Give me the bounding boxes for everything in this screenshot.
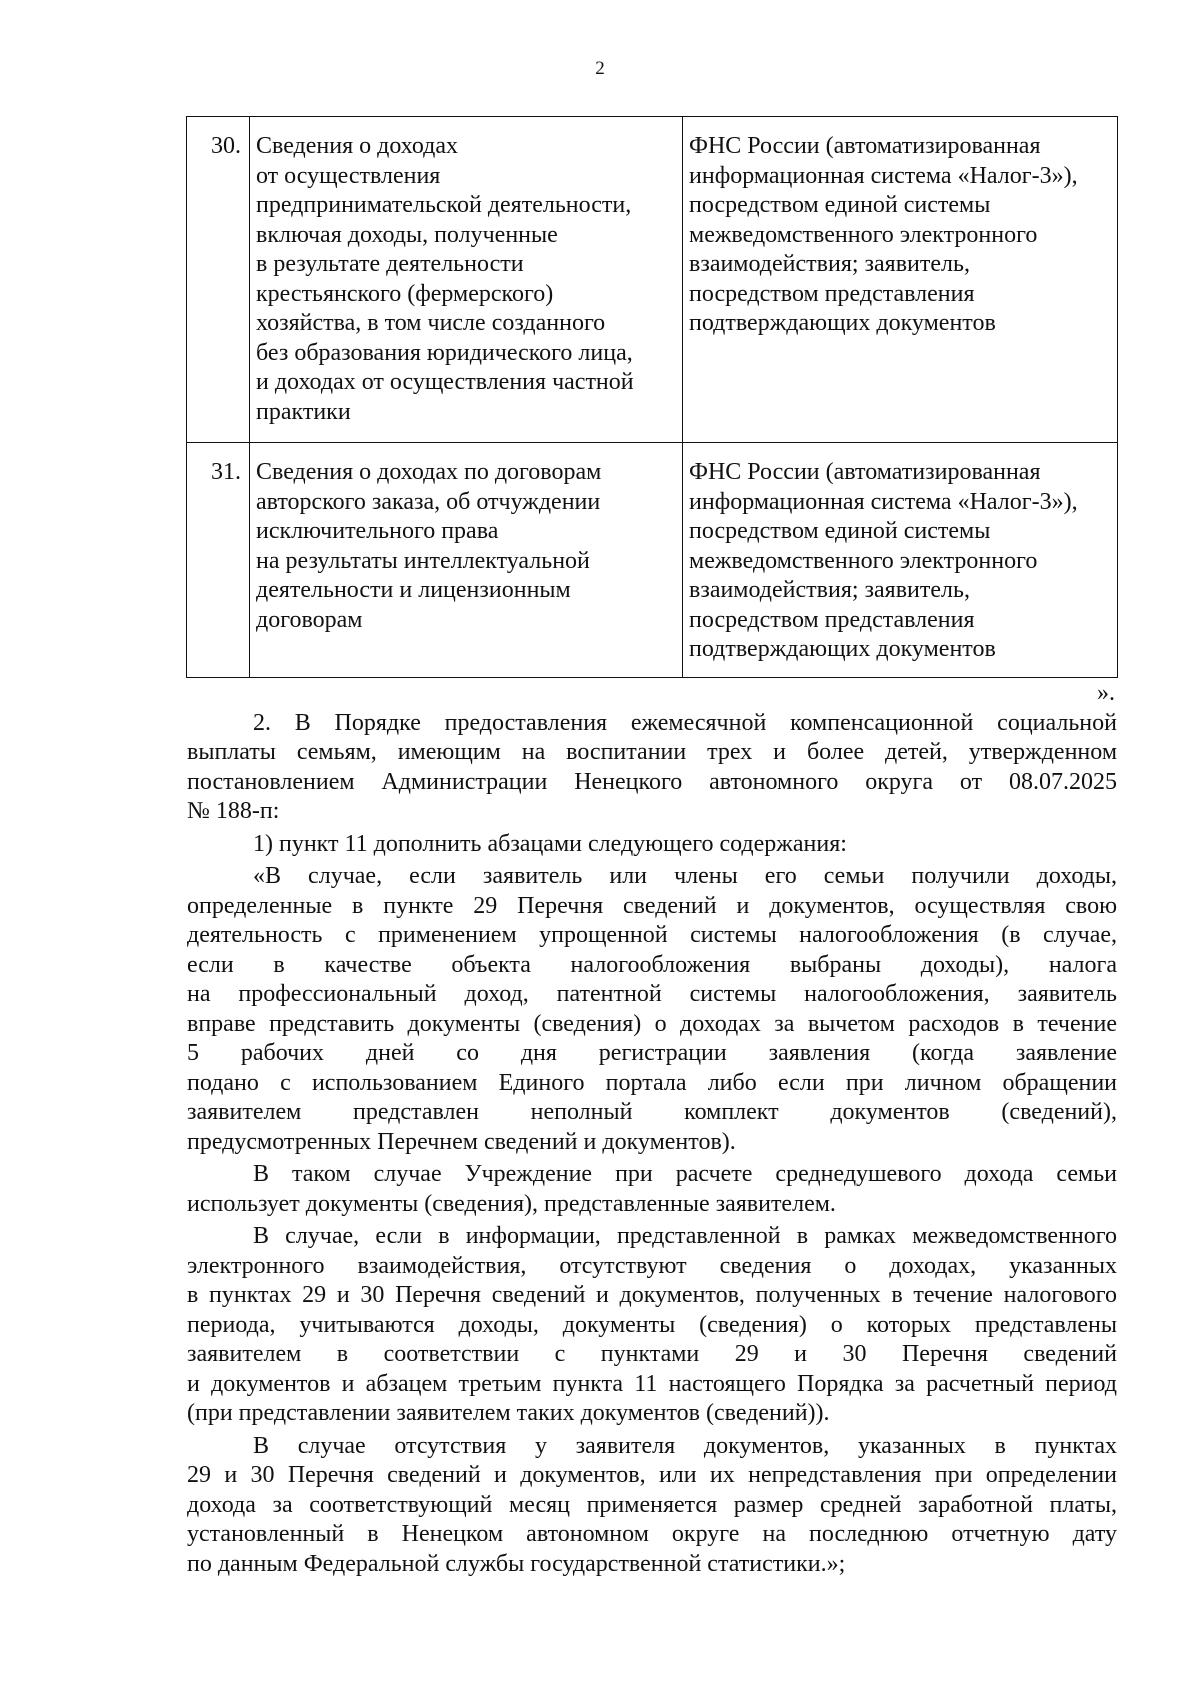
- paragraph-interagency: [187, 1222, 1117, 1429]
- text-line: В случае отсутствия у заявителя документов, указанных в пунктах: [253, 1432, 1117, 1459]
- text-line: (при представлении заявителем таких документов (сведений)).: [187, 1400, 830, 1426]
- text-line: установленный в Ненецком автономном округе на последнюю отчетную дату: [187, 1521, 1117, 1547]
- text-line: и документов и абзацем третьим пункта 11 настоящего Порядка за расчетный период: [187, 1370, 1117, 1397]
- source-line: информационная система «Налог-3»),: [689, 162, 1078, 189]
- text-line: выплаты семьям, имеющим на воспитании трех и более детей, утвержденном: [187, 739, 1117, 765]
- description-line: на результаты интеллектуальной: [256, 547, 590, 574]
- table-row: [187, 117, 1118, 443]
- description-line: и доходах от осуществления частной: [256, 369, 634, 395]
- source-line: межведомственного электронного: [689, 221, 1038, 248]
- row-description: [250, 117, 683, 443]
- text-line: периода, учитываются доходы, документы (сведения) о которых представлены: [187, 1311, 1117, 1338]
- row-description: [250, 443, 683, 678]
- source-line: посредством представления: [689, 606, 975, 633]
- source-line: посредством единой системы: [689, 192, 991, 218]
- text-line: В случае, если в информации, представленной в рамках межведомственного: [253, 1223, 1117, 1249]
- text-line: заявителем в соответствии с пунктами 29 и 30 Перечня сведений: [187, 1341, 1117, 1367]
- paragraph-subitem: [187, 830, 1117, 860]
- description-line: Сведения о доходах по договорам: [256, 459, 602, 485]
- paragraph-quoted: [187, 862, 1117, 1157]
- source-line: ФНС России (автоматизированная: [689, 459, 1041, 485]
- text-line: на профессиональный доход, патентной системы налогообложения, заявитель: [187, 981, 1117, 1007]
- page-number: 2: [595, 58, 605, 79]
- source-line: посредством представления: [689, 280, 975, 307]
- text-line: электронного взаимодействия, отсутствуют сведения о доходах, указанных: [187, 1252, 1117, 1279]
- text-line: № 188-п:: [187, 798, 280, 824]
- source-line: взаимодействия; заявитель,: [689, 251, 970, 277]
- income-sources-table: [186, 116, 1118, 678]
- row-number: 30.: [187, 117, 250, 443]
- text-line: по данным Федеральной службы государственной статистики.»;: [187, 1550, 846, 1577]
- text-line: 29 и 30 Перечня сведений и документов, или их непредставления при определении: [187, 1462, 1117, 1488]
- text-line: если в качестве объекта налогообложения выбраны доходы), налога: [187, 951, 1117, 978]
- row-source: [683, 443, 1118, 678]
- text-line: вправе представить документы (сведения) о доходах за вычетом расходов в течение: [187, 1010, 1117, 1037]
- source-line: взаимодействия; заявитель,: [689, 577, 970, 603]
- paragraph-amendment: [187, 709, 1117, 827]
- text-line: 2. В Порядке предоставления ежемесячной компенсационной социальной: [253, 709, 1117, 736]
- description-line: деятельности и лицензионным: [256, 577, 571, 603]
- text-line: деятельность с применением упрощенной системы налогообложения (в случае,: [187, 922, 1117, 948]
- text-line: «В случае, если заявитель или члены его семьи получили доходы,: [253, 863, 1117, 889]
- closing-quote: ».: [1097, 680, 1115, 706]
- description-line: практики: [256, 398, 351, 425]
- text-line: В таком случае Учреждение при расчете среднедушевого дохода семьи: [253, 1161, 1117, 1187]
- source-line: подтверждающих документов: [689, 310, 996, 336]
- description-line: включая доходы, полученные: [256, 221, 558, 248]
- description-line: без образования юридического лица,: [256, 339, 633, 366]
- paragraph-institution: [187, 1160, 1117, 1219]
- description-line: в результате деятельности: [256, 251, 524, 277]
- row-number: 31.: [187, 443, 250, 678]
- description-line: от осуществления: [256, 162, 441, 189]
- text-line: 5 рабочих дней со дня регистрации заявления (когда заявление: [187, 1040, 1117, 1066]
- paragraph-absence: [187, 1432, 1117, 1580]
- source-line: ФНС России (автоматизированная: [689, 133, 1041, 159]
- text-line: 1) пункт 11 дополнить абзацами следующего содержания:: [253, 830, 847, 857]
- source-line: межведомственного электронного: [689, 547, 1038, 574]
- source-line: информационная система «Налог-3»),: [689, 488, 1078, 515]
- source-line: подтверждающих документов: [689, 636, 996, 662]
- description-line: предпринимательской деятельности,: [256, 192, 632, 218]
- row-source: [683, 117, 1118, 443]
- source-line: посредством единой системы: [689, 518, 991, 544]
- text-line: определенные в пункте 29 Перечня сведений и документов, осуществляя свою: [187, 892, 1117, 919]
- description-line: хозяйства, в том числе созданного: [256, 310, 606, 336]
- text-line: в пунктах 29 и 30 Перечня сведений и документов, полученных в течение налогового: [187, 1282, 1117, 1308]
- text-line: подано с использованием Единого портала либо если при личном обращении: [187, 1069, 1117, 1096]
- table-row: [187, 443, 1118, 678]
- text-line: дохода за соответствующий месяц применяется размер средней заработной платы,: [187, 1491, 1117, 1518]
- description-line: крестьянского (фермерского): [256, 280, 554, 307]
- text-line: заявителем представлен неполный комплект документов (сведений),: [187, 1099, 1117, 1125]
- text-line: использует документы (сведения), представленные заявителем.: [187, 1190, 836, 1217]
- text-line: предусмотренных Перечнем сведений и документов).: [187, 1128, 736, 1155]
- text-line: постановлением Администрации Ненецкого автономного округа от 08.07.2025: [187, 768, 1117, 795]
- description-line: Сведения о доходах: [256, 133, 458, 159]
- description-line: исключительного права: [256, 518, 499, 544]
- document-body: [187, 682, 1117, 1582]
- description-line: авторского заказа, об отчуждении: [256, 488, 601, 515]
- description-line: договорам: [256, 606, 363, 633]
